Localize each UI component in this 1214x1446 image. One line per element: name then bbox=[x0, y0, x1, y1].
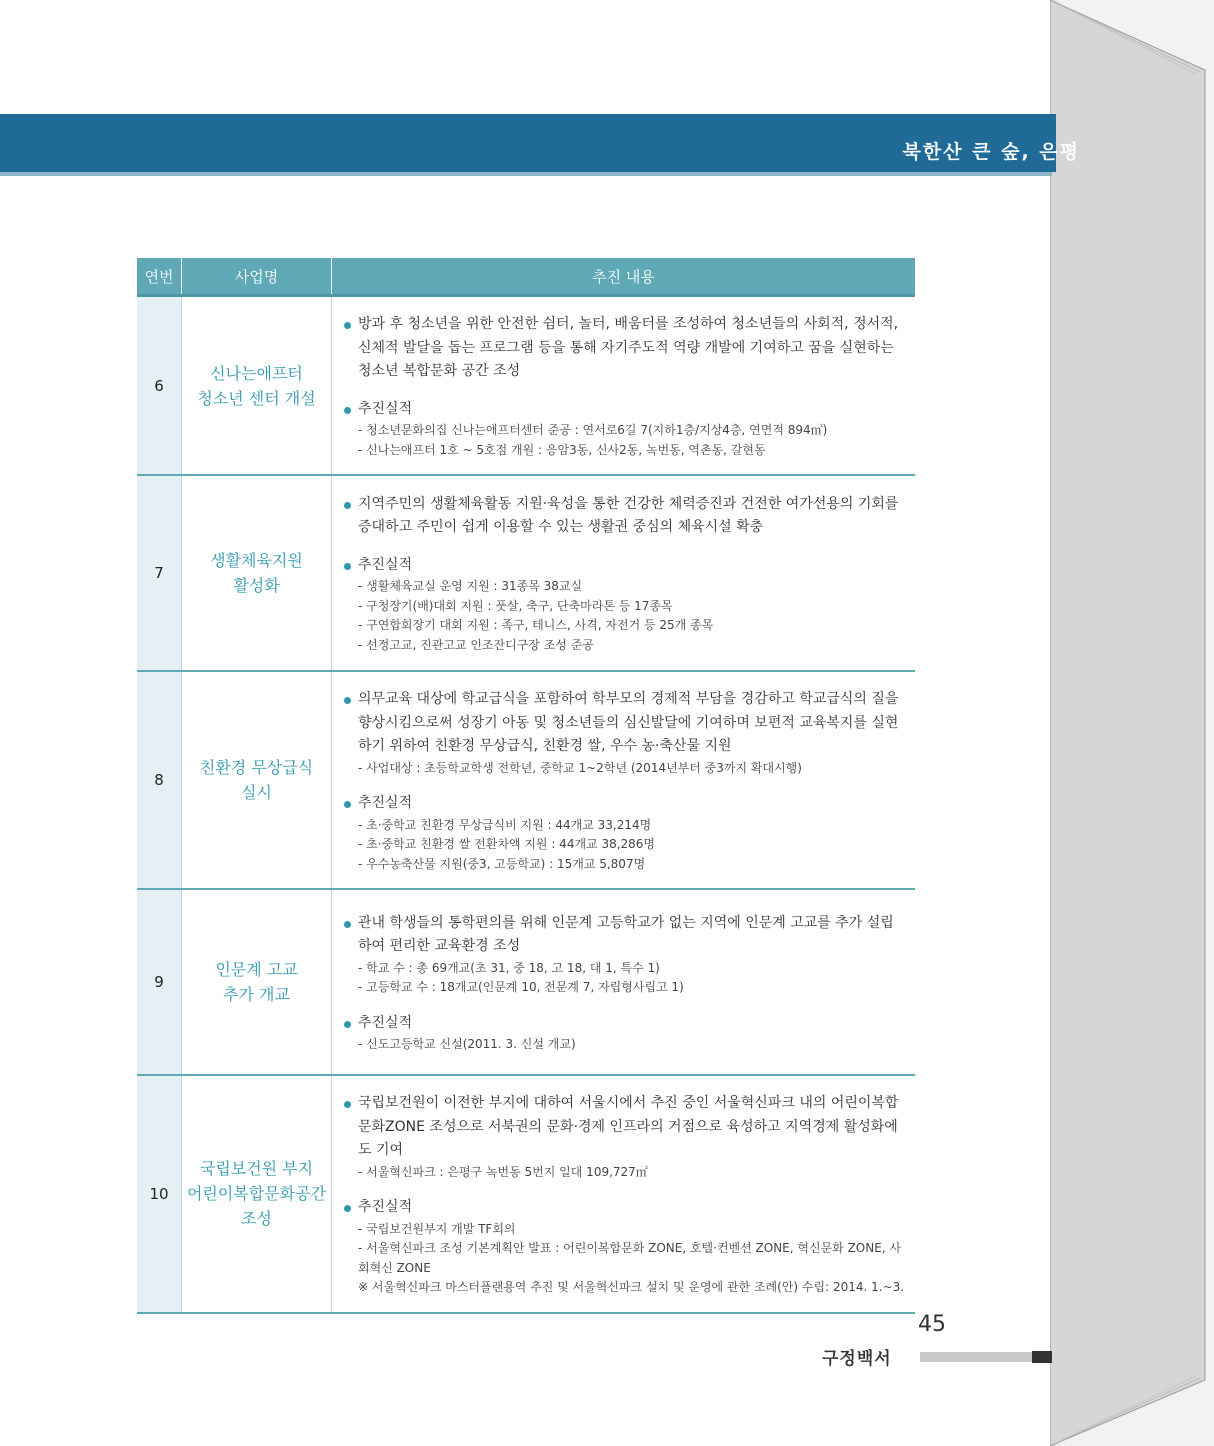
project-table bbox=[137, 258, 915, 1314]
content-sub: - 사업대상 : 초등학교학생 전학년, 중학교 1~2학년 (2014년부터 중3까지 확대시행) bbox=[358, 760, 802, 775]
content-bullet: 국립보건원이 이전한 부지에 대하여 서울시에서 추진 중인 서울혁신파크 내의 어린이복합문화ZONE 조성으로 서북권의 문화·경제 인프라의 거점으로 육성하고 지역경제 활성화에도 기여 bbox=[344, 1092, 907, 1163]
header-no: 연번 bbox=[137, 258, 182, 296]
content-sub: - 청소년문화의집 신나는애프터센터 준공 : 연서로6길 7(지하1층/지상4층, 연면적 894㎡) bbox=[358, 423, 828, 437]
bullet-dot-icon bbox=[344, 801, 351, 808]
project-content bbox=[332, 296, 916, 476]
content-sub: - 국립보건원부지 개발 TF회의 bbox=[358, 1221, 516, 1236]
page-number: 45 bbox=[918, 1312, 946, 1337]
project-content bbox=[332, 1075, 916, 1313]
header-banner bbox=[0, 114, 1052, 176]
project-name-line: 인문계 고교 bbox=[215, 960, 298, 979]
table-row bbox=[137, 889, 915, 1075]
content-bullet: 지역주민의 생활체육활동 지원·육성을 통한 건강한 체력증진과 건전한 여가선용의 기회를 증대하고 주민이 쉽게 이용할 수 있는 생활권 중심의 체육시설 확충 bbox=[344, 493, 907, 540]
table-row bbox=[137, 671, 915, 889]
project-name-line: 활성화 bbox=[233, 576, 280, 595]
content-sub: - 선정고교, 진관고교 인조잔디구장 조성 준공 bbox=[358, 637, 594, 652]
project-content bbox=[332, 475, 916, 671]
content-sub: - 고등학교 수 : 18개교(인문계 10, 전문계 7, 자립형사립고 1) bbox=[358, 980, 684, 994]
project-name-line: 신나는애프터 bbox=[210, 363, 303, 383]
project-name-line: 추가 개교 bbox=[223, 985, 290, 1004]
footer-bar bbox=[920, 1352, 1032, 1362]
table-header-row bbox=[137, 258, 915, 296]
bullet-dot-icon bbox=[344, 322, 351, 329]
project-name bbox=[182, 671, 332, 889]
footer-tab bbox=[1032, 1351, 1052, 1363]
content-bullet: 추진실적 bbox=[344, 554, 907, 578]
content-sub: - 서울혁신파크 : 은평구 녹번동 5번지 일대 109,727㎡ bbox=[358, 1164, 648, 1179]
content-sub: - 초·중학교 친환경 쌀 전환차액 지원 : 44개교 38,286명 bbox=[358, 837, 656, 851]
content-sub: - 생활체육교실 운영 지원 : 31종목 38교실 bbox=[358, 579, 583, 594]
content-sub: - 초·중학교 친환경 무상급식비 지원 : 44개교 33,214명 bbox=[358, 817, 652, 832]
content-sub: ※ 서울혁신파크 마스터플랜용역 추진 및 서울혁신파크 설치 및 운영에 관한 조례(안) 수립: 2014. 1.~3. bbox=[358, 1280, 905, 1294]
header-name: 사업명 bbox=[182, 258, 332, 296]
project-name-line: 생활체육지원 bbox=[210, 551, 303, 570]
bullet-dot-icon bbox=[344, 1101, 351, 1108]
project-name-line: 국립보건원 부지 bbox=[199, 1159, 314, 1179]
content-sub: - 우수농축산물 지원(중3, 고등학교) : 15개교 5,807명 bbox=[358, 856, 646, 871]
table-row bbox=[137, 475, 915, 671]
header-title: 북한산 큰 숲, 은평 bbox=[902, 141, 1080, 163]
bullet-dot-icon bbox=[344, 1205, 351, 1212]
content-sub: - 서울혁신파크 조성 기본계획안 발표 : 어린이복합문화 ZONE, 호텔·컨벤션 ZONE, 혁신문화 ZONE, 사회혁신 ZONE bbox=[358, 1241, 902, 1275]
content-bullet: 추진실적 bbox=[344, 1196, 907, 1220]
bullet-dot-icon bbox=[344, 407, 351, 414]
bullet-dot-icon bbox=[344, 1021, 351, 1028]
content-bullet: 추진실적 bbox=[344, 398, 907, 422]
row-number: 6 bbox=[137, 296, 182, 476]
row-number: 8 bbox=[137, 671, 182, 889]
content-sub: - 신나는애프터 1호 ~ 5호점 개원 : 응암3동, 신사2동, 녹번동, 역촌동, 갈현동 bbox=[358, 442, 766, 457]
table-row bbox=[137, 1075, 915, 1313]
bullet-dot-icon bbox=[344, 921, 351, 928]
bullet-dot-icon bbox=[344, 697, 351, 704]
project-name-line: 실시 bbox=[241, 783, 272, 802]
project-content bbox=[332, 671, 916, 889]
bullet-dot-icon bbox=[344, 502, 351, 509]
content-sub: - 신도고등학교 신설(2011. 3. 신설 개교) bbox=[358, 1037, 576, 1051]
project-name bbox=[182, 296, 332, 476]
content-sub: - 학교 수 : 총 69개교(초 31, 중 18, 고 18, 대 1, 특수 1) bbox=[358, 960, 660, 975]
content-sub: - 구청장기(배)대회 지원 : 풋살, 축구, 단축마라톤 등 17종목 bbox=[358, 598, 673, 613]
project-name bbox=[182, 475, 332, 671]
content-bullet: 관내 학생들의 통학편의를 위해 인문계 고등학교가 없는 지역에 인문계 고교를 추가 설립하여 편리한 교육환경 조성 bbox=[344, 912, 907, 959]
page-stack-edge bbox=[1050, 0, 1214, 1446]
table-row bbox=[137, 296, 915, 476]
row-number: 9 bbox=[137, 889, 182, 1075]
content-bullet: 추진실적 bbox=[344, 1012, 907, 1036]
project-name bbox=[182, 889, 332, 1075]
project-content bbox=[332, 889, 916, 1075]
project-name bbox=[182, 1075, 332, 1313]
bullet-dot-icon bbox=[344, 563, 351, 570]
project-name-line: 조성 bbox=[241, 1209, 272, 1229]
project-name-line: 어린이복합문화공간 bbox=[186, 1184, 327, 1204]
row-number: 7 bbox=[137, 475, 182, 671]
content-bullet: 추진실적 bbox=[344, 792, 907, 816]
row-number: 10 bbox=[137, 1075, 182, 1313]
footer-label: 구정백서 bbox=[822, 1349, 892, 1369]
project-name-line: 친환경 무상급식 bbox=[199, 758, 314, 777]
content-bullet: 의무교육 대상에 학교급식을 포함하여 학부모의 경제적 부담을 경감하고 학교급식의 질을 향상시킴으로써 성장기 아동 및 청소년들의 심신발달에 기여하며 보편적 교육복지를 실현하기 위하여 친환경 무상급식, 친환경 쌀, 우수 농·축산물 지원 bbox=[344, 688, 907, 759]
project-name-line: 청소년 센터 개설 bbox=[197, 388, 316, 408]
content-bullet: 방과 후 청소년을 위한 안전한 쉼터, 놀터, 배움터를 조성하여 청소년들의 사회적, 정서적, 신체적 발달을 돕는 프로그램 등을 통해 자기주도적 역량 개발에 기여하고 꿈을 실현하는 청소년 복합문화 공간 조성 bbox=[344, 313, 907, 384]
header-content: 추진 내용 bbox=[332, 258, 916, 296]
content-sub: - 구연합회장기 대회 지원 : 족구, 테니스, 사격, 자전거 등 25개 종목 bbox=[358, 618, 714, 633]
